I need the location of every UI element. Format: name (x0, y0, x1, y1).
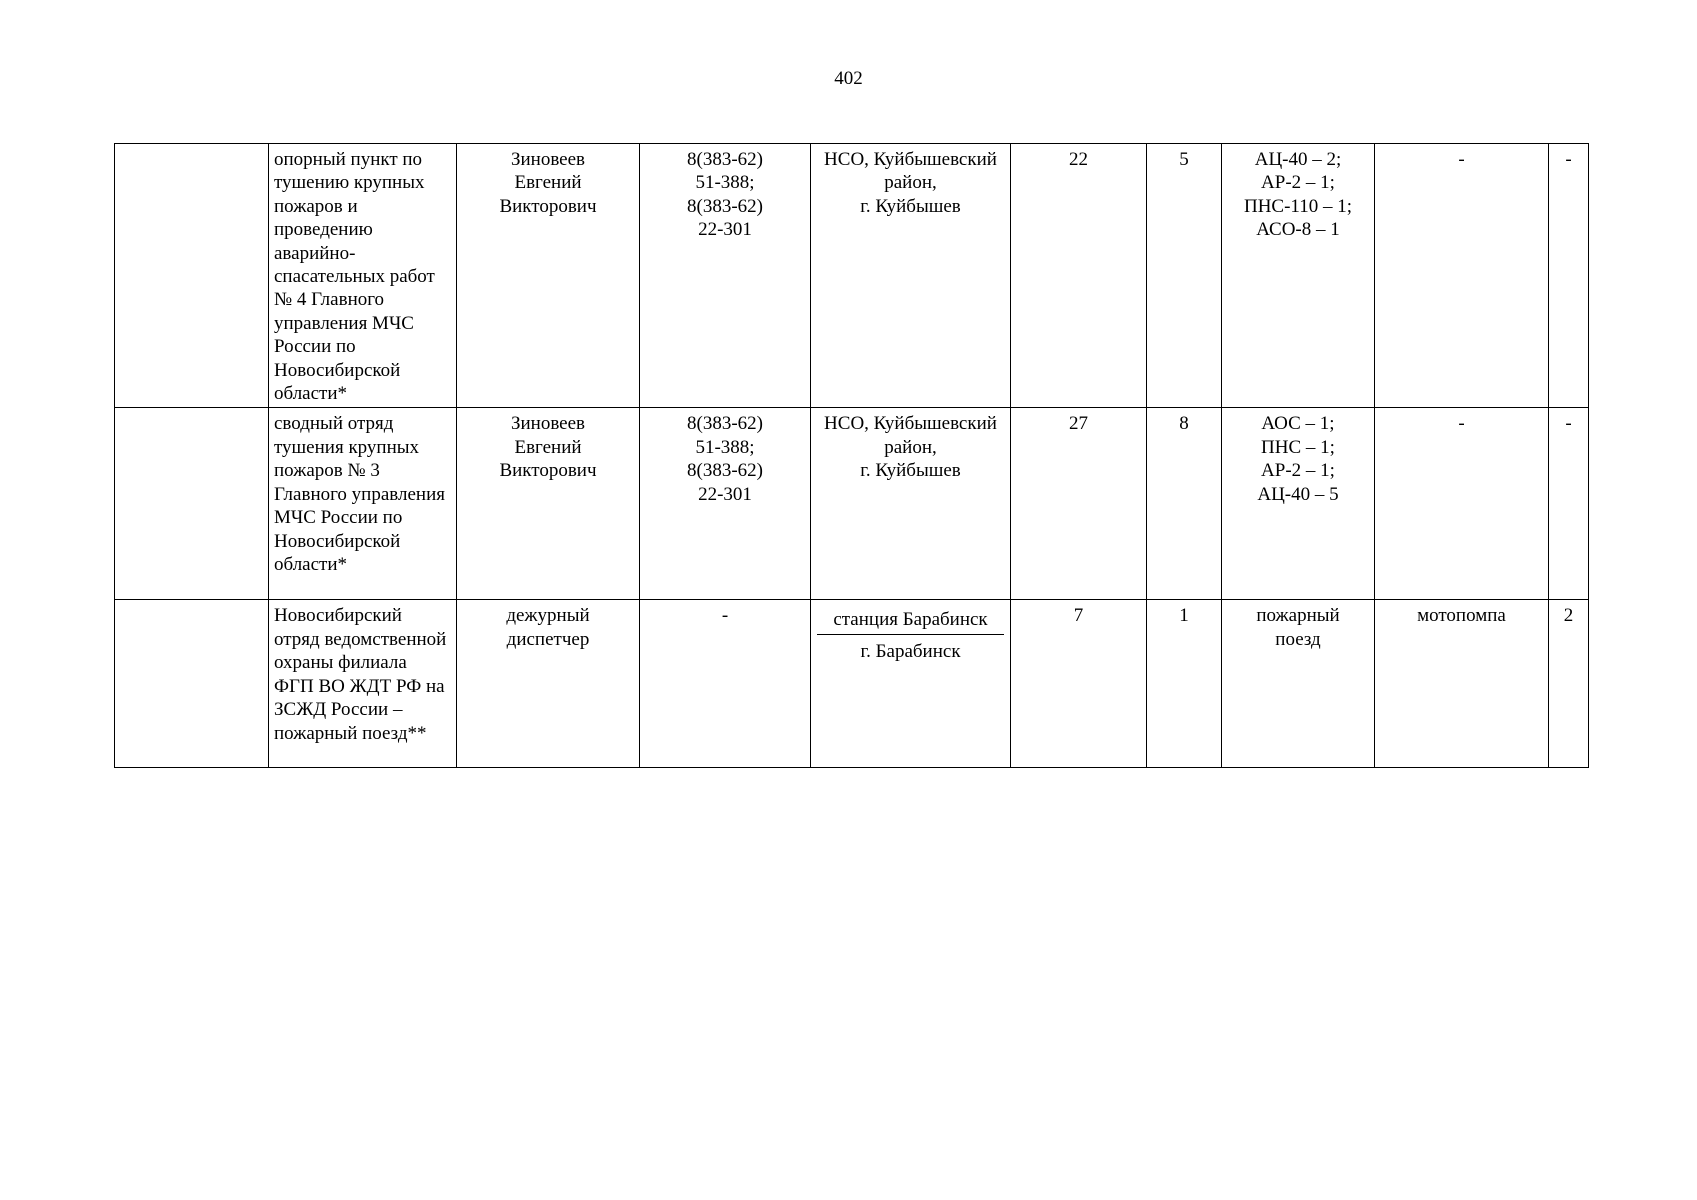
equipment-cell: АЦ-40 – 2; АР-2 – 1; ПНС-110 – 1; АСО-8 – 1 (1222, 144, 1375, 408)
other-count-cell: - (1549, 144, 1589, 408)
other-count-cell: - (1549, 408, 1589, 600)
other-tech-cell: - (1375, 408, 1549, 600)
location-cell: НСО, Куйбышевский район, г. Куйбышев (811, 144, 1011, 408)
equipment-cell: АОС – 1; ПНС – 1; АР-2 – 1; АЦ-40 – 5 (1222, 408, 1375, 600)
table-row (115, 600, 1589, 768)
location-cell: НСО, Куйбышевский район, г. Куйбышев (811, 408, 1011, 600)
unit-cell: сводный отряд тушения крупных пожаров № 3 Главного управления МЧС России по Новосибирской области* (269, 408, 457, 600)
phone-cell: 8(383-62) 51-388; 8(383-62) 22-301 (640, 144, 811, 408)
resources-table (114, 143, 1589, 768)
other-count-cell: 2 (1549, 600, 1589, 768)
location-city: г. Барабинск (860, 641, 961, 663)
region-cell (115, 600, 269, 768)
region-cell (115, 144, 269, 408)
machinery-cell: 5 (1147, 144, 1222, 408)
contact-cell: дежурный диспетчер (457, 600, 640, 768)
other-tech-cell: - (1375, 144, 1549, 408)
machinery-cell: 8 (1147, 408, 1222, 600)
location-station: станция Барабинск (817, 604, 1004, 635)
unit-cell: Новосибирский отряд ведомственной охраны филиала ФГП ВО ЖДТ РФ на ЗСЖД России – пожарный поезд** (269, 600, 457, 768)
contact-cell: Зиновеев Евгений Викторович (457, 144, 640, 408)
table-row (115, 144, 1589, 408)
phone-cell: - (640, 600, 811, 768)
machinery-cell: 1 (1147, 600, 1222, 768)
region-cell (115, 408, 269, 600)
phone-cell: 8(383-62) 51-388; 8(383-62) 22-301 (640, 408, 811, 600)
personnel-cell: 7 (1011, 600, 1147, 768)
equipment-cell: пожарный поезд (1222, 600, 1375, 768)
page-number: 402 (834, 68, 863, 89)
unit-cell: опорный пункт по тушению крупных пожаров и проведению аварийно-спасательных работ № 4 Главного управления МЧС России по Новосибирской области* (269, 144, 457, 408)
table-row (115, 408, 1589, 600)
contact-cell: Зиновеев Евгений Викторович (457, 408, 640, 600)
other-tech-cell: мотопомпа (1375, 600, 1549, 768)
personnel-cell: 22 (1011, 144, 1147, 408)
location-cell (811, 600, 1011, 768)
personnel-cell: 27 (1011, 408, 1147, 600)
